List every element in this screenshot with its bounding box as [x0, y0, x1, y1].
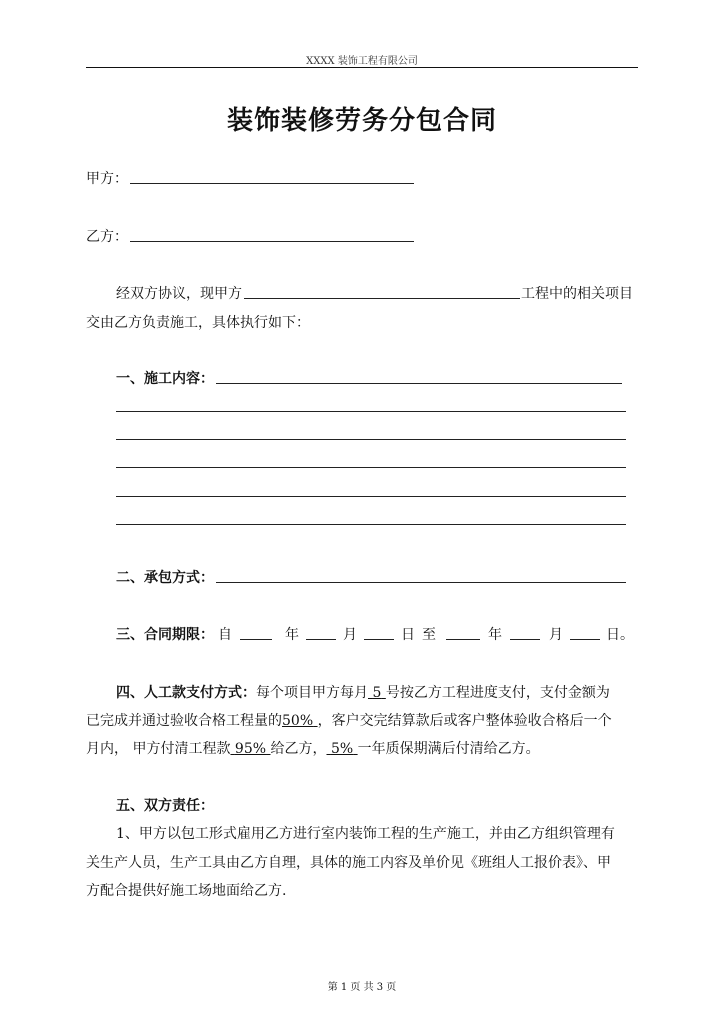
page-number-footer: 第 1 页 共 3 页	[327, 982, 397, 993]
payment-text: 一年质保期满后付清给乙方。	[357, 741, 540, 757]
start-day-blank[interactable]	[364, 639, 394, 640]
section1-heading: 一、施工内容：	[116, 371, 214, 387]
payment-text: 每个项目甲方每月	[256, 685, 368, 701]
completed-percent-value: 50%	[282, 713, 314, 729]
payment-text: ，客户交完结算款后或客户整体验收合格后一个	[317, 713, 612, 729]
section3-heading: 三、合同期限：	[116, 627, 214, 643]
intro-text-line2: 交由乙方负责施工，具体执行如下：	[86, 315, 310, 331]
payment-day-value: 5	[372, 685, 382, 701]
term-to-label: 至	[422, 627, 436, 643]
end-day-blank[interactable]	[570, 639, 600, 640]
start-year-blank[interactable]	[240, 639, 272, 640]
end-year-blank[interactable]	[446, 639, 480, 640]
section1-blank-line[interactable]	[116, 524, 626, 525]
section4-heading: 四、人工款支付方式：	[116, 685, 256, 701]
start-year-label: 年	[285, 627, 299, 643]
page-header-company: XXXX 装饰工程有限公司	[306, 56, 418, 67]
section5-paragraph-line: 关生产人员，生产工具由乙方自理，具体的施工内容及单价见《班组人工报价表》、甲	[86, 855, 611, 871]
start-month-label: 月	[343, 627, 357, 643]
payment-text: 给乙方，	[270, 741, 327, 757]
section4-line1	[116, 682, 610, 702]
document-title: 装饰装修劳务分包合同	[226, 106, 497, 136]
section4-line2	[86, 710, 612, 730]
section1-blank-line[interactable]	[116, 496, 626, 497]
end-month-label: 月	[549, 627, 563, 643]
final-percent-value: 95%	[234, 741, 267, 757]
section2-heading: 二、承包方式：	[116, 570, 214, 586]
payment-text: 已完成并通过验收合格工程量的	[86, 713, 282, 729]
intro-text-part2: 工程中的相关项目	[521, 286, 633, 302]
payment-text: 月内， 甲方付清工程款	[86, 741, 231, 757]
party-a-label: 甲方：	[86, 171, 128, 187]
intro-text-part1: 经双方协议，现甲方	[116, 286, 242, 302]
end-month-blank[interactable]	[510, 639, 540, 640]
section5-paragraph-line: 1、甲方以包工形式雇用乙方进行室内装饰工程的生产施工，并由乙方组织管理有	[116, 826, 615, 842]
start-month-blank[interactable]	[306, 639, 336, 640]
section1-blank-line[interactable]	[116, 467, 626, 468]
end-year-label: 年	[488, 627, 502, 643]
section1-blank-line[interactable]	[116, 439, 626, 440]
party-b-label: 乙方：	[86, 229, 128, 245]
section5-paragraph-line: 方配合提供好施工场地面给乙方.	[86, 883, 287, 899]
section4-line3	[86, 738, 540, 758]
project-name-blank[interactable]	[244, 298, 520, 299]
party-a-blank[interactable]	[130, 183, 414, 184]
end-day-label: 日。	[606, 627, 634, 643]
section5-heading: 五、双方责任：	[116, 798, 214, 814]
term-from-label: 自	[218, 627, 232, 643]
section1-blank-line[interactable]	[116, 411, 626, 412]
payment-text: 号按乙方工程进度支付，支付金额为	[385, 685, 610, 701]
party-b-blank[interactable]	[130, 241, 414, 242]
section2-blank[interactable]	[216, 582, 626, 583]
start-day-label: 日	[401, 627, 415, 643]
header-divider	[86, 67, 638, 68]
section1-blank-line[interactable]	[216, 383, 622, 384]
warranty-percent-value: 5%	[330, 741, 354, 757]
